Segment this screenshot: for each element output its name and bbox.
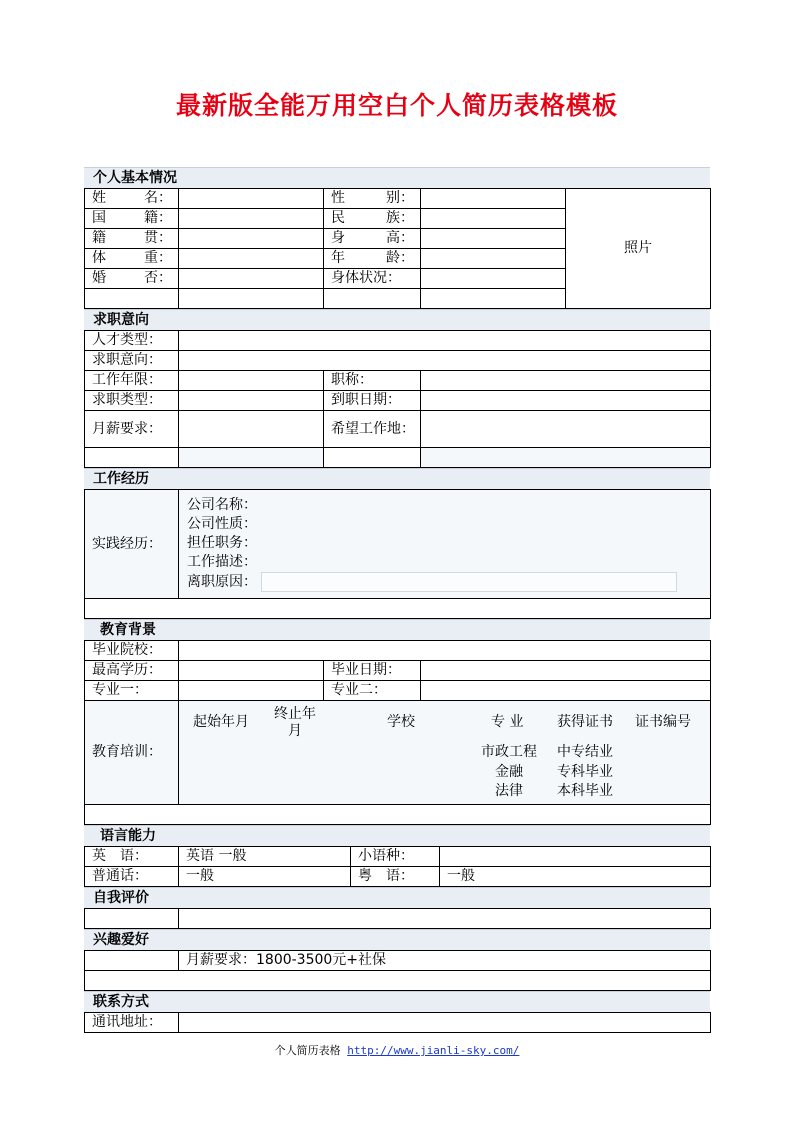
- work-table: [84, 489, 711, 619]
- footer-link[interactable]: http://www.jianli-sky.com/: [347, 1044, 520, 1057]
- field-ethnicity[interactable]: [421, 209, 566, 229]
- field-job-title[interactable]: [421, 371, 711, 391]
- cert-item: 本科毕业: [557, 782, 613, 799]
- label-ethnicity: 民 族：: [324, 209, 421, 229]
- label-training: 教育培训：: [85, 701, 179, 805]
- section-work-header: 工作经历: [84, 468, 710, 489]
- field-job-type[interactable]: [179, 391, 324, 411]
- work-leave-reason: 离职原因：: [187, 572, 710, 592]
- field-major1[interactable]: [179, 681, 324, 701]
- label-job-type: 求职类型：: [85, 391, 179, 411]
- section-self-header: 自我评价: [84, 887, 710, 908]
- label-start-date: 到职日期：: [324, 391, 421, 411]
- label-job-title: 职称：: [324, 371, 421, 391]
- label-name: 姓 名：: [85, 189, 179, 209]
- work-company-name: 公司名称：: [187, 497, 257, 513]
- field-cantonese[interactable]: 一般: [440, 867, 711, 887]
- label-degree: 最高学历：: [85, 661, 179, 681]
- label-major2: 专业二：: [324, 681, 421, 701]
- label-height: 身 高：: [324, 229, 421, 249]
- label-minor-language: 小语种：: [351, 847, 440, 867]
- blank-row[interactable]: [85, 971, 711, 991]
- field-start-date[interactable]: [421, 391, 711, 411]
- work-company-type: 公司性质：: [187, 516, 257, 532]
- field-school[interactable]: [179, 641, 711, 661]
- section-language-header: 语言能力: [84, 825, 710, 846]
- col-start-date: 起始年月: [193, 713, 249, 730]
- label-intent: 求职意向：: [85, 351, 179, 371]
- field-height[interactable]: [421, 229, 566, 249]
- field-minor-language[interactable]: [440, 847, 711, 867]
- major-item: 金融: [495, 763, 523, 780]
- field-degree[interactable]: [179, 661, 324, 681]
- work-position: 担任职务：: [187, 535, 257, 551]
- blank-field[interactable]: [421, 289, 566, 309]
- field-nationality[interactable]: [179, 209, 324, 229]
- field-work-years[interactable]: [179, 371, 324, 391]
- blank-field[interactable]: [179, 289, 324, 309]
- blank-cell: [324, 289, 421, 309]
- label-weight: 体 重：: [85, 249, 179, 269]
- field-address[interactable]: [179, 1013, 711, 1033]
- basic-info-table: [84, 188, 711, 309]
- resume-form: [84, 167, 710, 1033]
- photo-label: 照片: [624, 240, 652, 256]
- blank-field[interactable]: [421, 448, 711, 468]
- cert-item: 专科毕业: [557, 763, 613, 780]
- blank-row[interactable]: [85, 599, 711, 619]
- blank-cell: [85, 951, 179, 971]
- col-cert-number: 证书编号: [635, 713, 691, 730]
- blank-cell: [85, 448, 179, 468]
- field-age[interactable]: [421, 249, 566, 269]
- self-eval-table: [84, 908, 711, 929]
- section-edu-header: 教育背景: [84, 619, 710, 640]
- label-native-place: 籍 贯：: [85, 229, 179, 249]
- label-address: 通讯地址：: [85, 1013, 179, 1033]
- label-grad-date: 毕业日期：: [324, 661, 421, 681]
- label-cantonese: 粤 语：: [351, 867, 440, 887]
- label-health: 身体状况：: [324, 269, 421, 289]
- intent-table: [84, 330, 711, 468]
- field-location[interactable]: [421, 411, 711, 448]
- label-location: 希望工作地：: [324, 411, 421, 448]
- field-hobby[interactable]: 月薪要求：1800-3500元+社保: [179, 951, 711, 971]
- edu-table: [84, 640, 711, 825]
- field-mandarin[interactable]: 一般: [179, 867, 351, 887]
- blank-cell: [85, 909, 179, 929]
- label-salary: 月薪要求：: [85, 411, 179, 448]
- field-native-place[interactable]: [179, 229, 324, 249]
- field-gender[interactable]: [421, 189, 566, 209]
- label-work-years: 工作年限：: [85, 371, 179, 391]
- label-gender: 性 别：: [324, 189, 421, 209]
- label-age: 年 龄：: [324, 249, 421, 269]
- section-hobby-header: 兴趣爱好: [84, 929, 710, 950]
- field-grad-date[interactable]: [421, 661, 711, 681]
- field-name[interactable]: [179, 189, 324, 209]
- field-salary[interactable]: [179, 411, 324, 448]
- label-practice: 实践经历：: [85, 490, 179, 599]
- col-school: 学校: [387, 713, 415, 730]
- field-health[interactable]: [421, 269, 566, 289]
- practice-content[interactable]: [179, 490, 711, 599]
- label-talent-type: 人才类型：: [85, 331, 179, 351]
- col-end-date: 终止年月: [274, 705, 316, 739]
- col-major: 专 业: [491, 713, 524, 730]
- major-item: 法律: [495, 782, 523, 799]
- label-nationality: 国 籍：: [85, 209, 179, 229]
- hobby-table: [84, 950, 711, 991]
- label-school: 毕业院校：: [85, 641, 179, 661]
- major-item: 市政工程: [481, 743, 537, 760]
- footer-label: 个人简历表格: [274, 1044, 341, 1057]
- label-english: 英 语：: [85, 847, 179, 867]
- photo-box[interactable]: [566, 189, 711, 309]
- field-marital[interactable]: [179, 269, 324, 289]
- contact-table: [84, 1012, 711, 1033]
- field-self-eval[interactable]: [179, 909, 711, 929]
- col-certificate: 获得证书: [557, 713, 613, 730]
- blank-row[interactable]: [85, 805, 711, 825]
- page-footer: [0, 1042, 794, 1058]
- label-mandarin: 普通话：: [85, 867, 179, 887]
- page-title: 最新版全能万用空白个人简历表格模板: [175, 91, 618, 120]
- training-content[interactable]: [179, 701, 711, 805]
- blank-cell: [324, 448, 421, 468]
- field-english[interactable]: 英语 一般: [179, 847, 351, 867]
- section-basic-header: 个人基本情况: [84, 167, 710, 188]
- leave-reason-input[interactable]: [261, 572, 677, 592]
- blank-cell: [85, 289, 179, 309]
- blank-field[interactable]: [179, 448, 324, 468]
- label-marital: 婚 否：: [85, 269, 179, 289]
- field-intent[interactable]: [179, 351, 711, 371]
- field-talent-type[interactable]: [179, 331, 711, 351]
- section-intent-header: 求职意向: [84, 309, 710, 330]
- section-contact-header: 联系方式: [84, 991, 710, 1012]
- label-major1: 专业一：: [85, 681, 179, 701]
- field-major2[interactable]: [421, 681, 711, 701]
- language-table: [84, 846, 711, 887]
- field-weight[interactable]: [179, 249, 324, 269]
- cert-item: 中专结业: [557, 743, 613, 760]
- work-description: 工作描述：: [187, 554, 257, 570]
